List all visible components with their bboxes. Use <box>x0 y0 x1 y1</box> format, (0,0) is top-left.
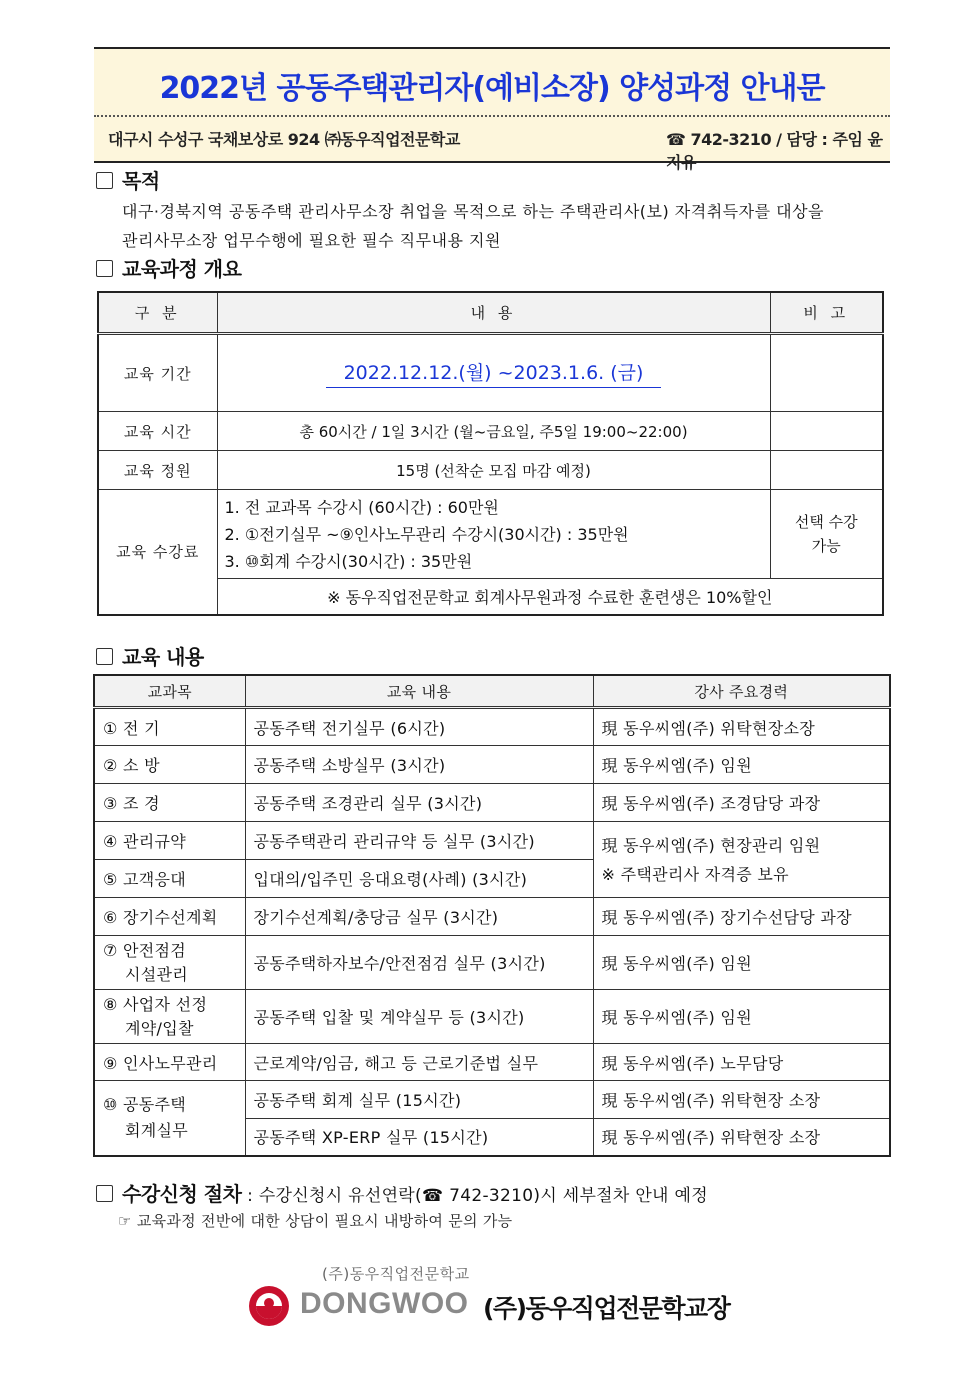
table-row <box>94 1044 890 1081</box>
table-row <box>98 451 883 490</box>
content-cell: 장기수선계획/충당금 실무 (3시간) <box>245 898 593 936</box>
table-row <box>94 746 890 784</box>
application-text: : 수강신청시 유선연락(☎ 742-3210)시 세부절차 안내 예정 <box>241 1186 708 1206</box>
subject-cell: ⑨ 인사노무관리 <box>94 1044 245 1081</box>
note-cell <box>770 412 883 451</box>
content-cell: 공동주택 조경관리 실무 (3시간) <box>245 784 593 822</box>
table-row <box>98 334 883 412</box>
table-header-row <box>94 675 890 708</box>
instructor-cell: 現 동우씨엠(주) 임원 <box>593 936 890 990</box>
checkbox-icon <box>96 172 113 189</box>
instructor-cell: 現 동우씨엠(주) 장기수선담당 과장 <box>593 898 890 936</box>
instructor-cell: 現 동우씨엠(주) 임원 <box>593 990 890 1044</box>
application-line <box>96 1178 708 1207</box>
fee-note: 선택 수강 가능 <box>770 490 883 579</box>
hours-value: 총 60시간 / 1일 3시간 (월~금요일, 주5일 19:00~22:00) <box>217 412 770 451</box>
table-header-row <box>98 292 883 334</box>
period-value: 2022.12.12.(월) ~2023.1.6. (금) <box>326 358 662 388</box>
content-cell: 근로계약/임금, 해고 등 근로기준법 실무 <box>245 1044 593 1081</box>
content-cell: 입대의/입주민 응대요령(사례) (3시간) <box>245 860 593 898</box>
content-cell: 공동주택 전기실무 (6시간) <box>245 708 593 746</box>
capacity-value: 15명 (선착순 모집 마감 예정) <box>217 451 770 490</box>
period-cell <box>217 334 770 412</box>
period-label: 교육 기간 <box>98 334 217 412</box>
discount-note: ※ 동우직업전문학교 회계사무원과정 수료한 훈련생은 10%할인 <box>217 579 883 615</box>
column-header: 교과목 <box>94 675 245 708</box>
hours-label: 교육 시간 <box>98 412 217 451</box>
table-row <box>94 898 890 936</box>
dongwoo-logo-icon <box>247 1284 291 1328</box>
table-row <box>94 822 890 860</box>
fee-list <box>217 490 770 579</box>
subject-cell: ① 전 기 <box>94 708 245 746</box>
content-cell: 공동주택관리 관리규약 등 실무 (3시간) <box>245 822 593 860</box>
subject-cell: ② 소 방 <box>94 746 245 784</box>
table-row <box>98 490 883 579</box>
table-row <box>94 990 890 1044</box>
section-heading-contents: 교육 내용 <box>96 641 204 670</box>
column-header: 구 분 <box>98 292 217 334</box>
purpose-line-1: 대구·경북지역 공동주택 관리사무소장 취업을 목적으로 하는 주택관리사(보) 자격취득자를 대상을 <box>122 202 824 221</box>
subject-cell: ④ 관리규약 <box>94 822 245 860</box>
header-banner <box>94 47 890 172</box>
table-row <box>94 708 890 746</box>
fee-item: 2. ①전기실무 ~⑨인사노무관리 수강시(30시간) : 35만원 <box>224 524 629 544</box>
content-cell: 공동주택 입찰 및 계약실무 등 (3시간) <box>245 990 593 1044</box>
fee-item: 3. ⑩회계 수강시(30시간) : 35만원 <box>224 551 473 571</box>
checkbox-icon <box>96 1185 113 1202</box>
subject-cell: ⑥ 장기수선계획 <box>94 898 245 936</box>
section-heading-application: 수강신청 절차 <box>96 1182 241 1206</box>
content-cell: 공동주택 회계 실무 (15시간) <box>245 1081 593 1119</box>
instructor-cell: 現 동우씨엠(주) 노무담당 <box>593 1044 890 1081</box>
subject-cell: ③ 조 경 <box>94 784 245 822</box>
dotted-divider <box>94 115 890 117</box>
subject-cell: ⑤ 고객응대 <box>94 860 245 898</box>
content-cell: 공동주택 소방실무 (3시간) <box>245 746 593 784</box>
table-row <box>94 784 890 822</box>
school-principal-signature: (주)동우직업전문학교장 <box>483 1294 730 1323</box>
table-row <box>94 1081 890 1119</box>
column-header: 비 고 <box>770 292 883 334</box>
subject-cell: ⑦ 안전점검 시설관리 <box>94 936 245 990</box>
logo-wordmark: DONGWOO <box>300 1287 469 1320</box>
column-header: 내 용 <box>217 292 770 334</box>
content-cell: 공동주택하자보수/안전점검 실무 (3시간) <box>245 936 593 990</box>
note-cell <box>770 334 883 412</box>
instructor-cell: 現 동우씨엠(주) 현장관리 임원 ※ 주택관리사 자격증 보유 <box>593 822 890 898</box>
column-header: 교육 내용 <box>245 675 593 708</box>
document-title: 2022년 공동주택관리자(예비소장) 양성과정 안내문 <box>159 71 825 106</box>
checkbox-icon <box>96 648 113 665</box>
instructor-cell: 現 동우씨엠(주) 위탁현장 소장 <box>593 1081 890 1119</box>
fee-item: 1. 전 교과목 수강시 (60시간) : 60만원 <box>224 497 499 517</box>
instructor-cell: 現 동우씨엠(주) 위탁현장소장 <box>593 708 890 746</box>
section-heading-purpose: 목적 <box>96 165 160 194</box>
overview-table <box>97 291 884 616</box>
table-row <box>94 936 890 990</box>
capacity-label: 교육 정원 <box>98 451 217 490</box>
contact-info: ☎ 742-3210 / 담당 : 주임 윤지유 <box>666 130 883 172</box>
column-header: 강사 주요경력 <box>593 675 890 708</box>
checkbox-icon <box>96 260 113 277</box>
subject-cell: ⑩ 공동주택 회계실무 <box>94 1081 245 1156</box>
table-row <box>98 412 883 451</box>
contents-table <box>93 674 891 1157</box>
instructor-cell: 現 동우씨엠(주) 조경담당 과장 <box>593 784 890 822</box>
consultation-note: ☞ 교육과정 전반에 대한 상담이 필요시 내방하여 문의 가능 <box>118 1212 513 1230</box>
instructor-cell: 現 동우씨엠(주) 임원 <box>593 746 890 784</box>
subject-cell: ⑧ 사업자 선정 계약/입찰 <box>94 990 245 1044</box>
logo-caption: (주)동우직업전문학교 <box>322 1265 470 1283</box>
school-address: 대구시 수성구 국채보상로 924 ㈜동우직업전문학교 <box>108 130 460 149</box>
fee-label: 교육 수강료 <box>98 490 217 615</box>
purpose-line-2: 관리사무소장 업무수행에 필요한 필수 직무내용 지원 <box>122 231 501 250</box>
instructor-cell: 現 동우씨엠(주) 위탁현장 소장 <box>593 1119 890 1156</box>
content-cell: 공동주택 XP-ERP 실무 (15시간) <box>245 1119 593 1156</box>
section-heading-overview: 교육과정 개요 <box>96 253 241 282</box>
note-cell <box>770 451 883 490</box>
